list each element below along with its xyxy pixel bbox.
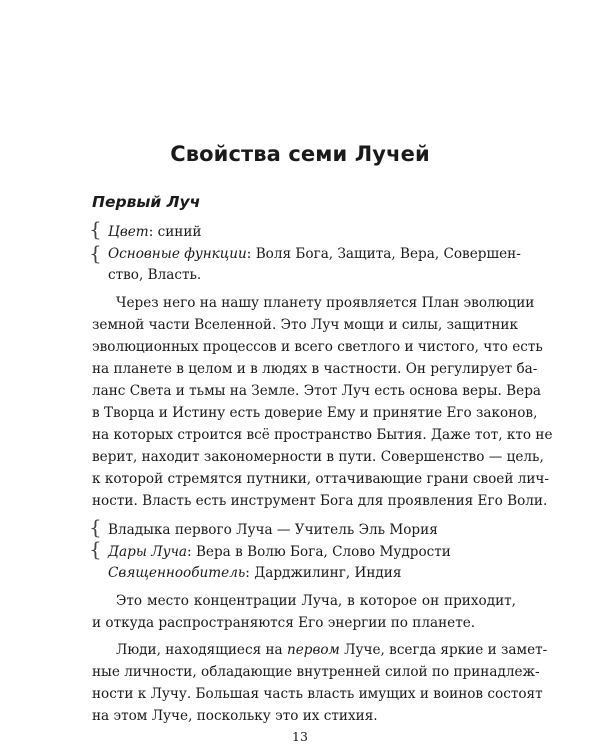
brace-ornament-top: { (89, 515, 102, 539)
paragraph-3-emphasis: первом (286, 642, 340, 658)
functions-label: Основные функции (108, 246, 247, 262)
functions-value-continued: ство, Власть. (108, 267, 202, 283)
color-label: Цвет (108, 224, 149, 240)
paragraph-1-line: эволюционных процессов и всего светлого и чистого, что есть (92, 339, 543, 355)
functions-value-1: : Воля Бога, Защита, Вера, Совершен- (246, 246, 521, 262)
ray-lord: Владыка первого Луча — Учитель Эль Мория (108, 522, 438, 538)
page-number: 13 (292, 729, 308, 744)
page-title: Свойства семи Лучей (170, 142, 430, 166)
paragraph-1-line: в Творца и Истину есть доверие Ему и принятие Его законов, (92, 405, 538, 421)
abode-value: : Дарджилинг, Индия (245, 565, 402, 581)
paragraph-1-line: верит, находит закономерности в пути. Совершенство — цель, (92, 449, 544, 465)
ray-gifts (108, 542, 516, 562)
paragraph-1-line: Через него на нашу планету проявляется План эволюции (116, 295, 535, 311)
section-title: Первый Луч (92, 193, 201, 211)
brace-ornament-top: { (89, 217, 102, 241)
gifts-value: : Вера в Волю Бога, Слово Мудрости (187, 544, 451, 560)
paragraph-3-line: ные личности, обладающие внутренней силой по принадлеж- (92, 664, 540, 680)
paragraph-2-line: и откуда распространяются Его энергии по планете. (92, 615, 476, 631)
functions-property (108, 244, 521, 264)
ray-abode (108, 563, 516, 583)
paragraph-1-line: ности. Власть есть инструмент Бога для проявления Его Воли. (92, 493, 548, 509)
color-value: : синий (148, 224, 202, 240)
paragraph-1-line: земной части Вселенной. Это Луч мощи и силы, защитник (92, 317, 518, 333)
paragraph-3-text: Луче, всегда яркие и замет- (339, 642, 548, 658)
abode-label: Священнообитель (108, 565, 246, 581)
paragraph-1-line: к которой стремятся путники, оттачивающие грани своей лич- (92, 471, 549, 487)
paragraph-3-line (116, 640, 548, 660)
gifts-label: Дары Луча (108, 544, 188, 560)
paragraph-3-line: ности к Лучу. Большая часть власть имущих и воинов состоят (92, 686, 543, 702)
paragraph-1-line: ланс Света и тьмы на Земле. Этот Луч есть основа веры. Вера (92, 383, 542, 399)
color-property (108, 222, 516, 242)
paragraph-1-line: на планете в целом и в людях в частности. Он регулирует ба- (92, 361, 538, 377)
paragraph-3-text: Люди, находящиеся на (116, 642, 287, 658)
paragraph-2-line: Это место концентрации Луча, в которое он приходит, (116, 593, 516, 609)
paragraph-3-line: на этом Луче, поскольку это их стихия. (92, 708, 378, 724)
paragraph-1-line: на которых строится всё пространство Бытия. Даже тот, кто не (92, 427, 553, 443)
brace-ornament-bottom: { (89, 537, 102, 561)
brace-ornament-mid: { (89, 241, 102, 265)
